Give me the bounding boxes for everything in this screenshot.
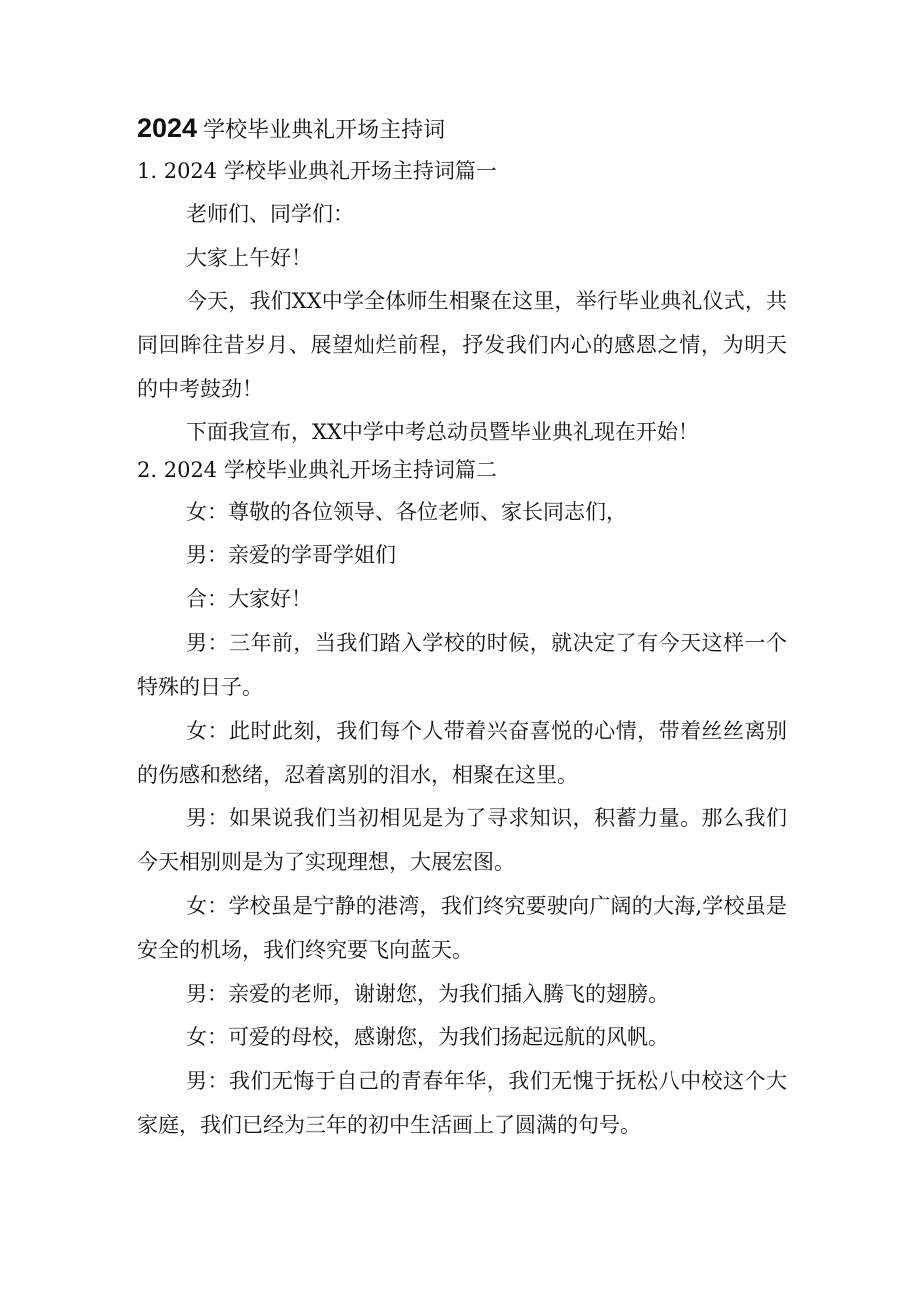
document-title (137, 108, 445, 151)
paragraph: 女：学校虽是宁静的港湾，我们终究要驶向广阔的大海,学校虽是安全的机场，我们终究要飞向蓝天。 (137, 894, 787, 962)
title-text: 学校毕业典礼开场主持词 (203, 118, 446, 143)
paragraph: 大家上午好！ (186, 246, 312, 270)
paragraph: 下面我宣布，XX中学中考总动员暨毕业典礼现在开始！ (186, 420, 699, 444)
paragraph: 女：尊敬的各位领导、各位老师、家长同志们， (186, 500, 627, 524)
paragraph: 男：亲爱的学哥学姐们 (186, 543, 396, 567)
paragraph: 老师们、同学们： (186, 202, 354, 226)
paragraph: 今天，我们XX中学全体师生相聚在这里，举行毕业典礼仪式，共同回眸往昔岁月、展望灿烂前程，抒发我们内心的感恩之情，为明天的中考鼓劲！ (137, 289, 787, 401)
title-year: 2024 (137, 113, 198, 143)
section-heading-2: 2. 2024 学校毕业典礼开场主持词篇二 (137, 458, 497, 482)
section-heading-1: 1. 2024 学校毕业典礼开场主持词篇一 (137, 159, 497, 183)
paragraph: 男：我们无悔于自己的青春年华，我们无愧于抚松八中校这个大家庭，我们已经为三年的初中生活画上了圆满的句号。 (137, 1069, 787, 1137)
paragraph: 男：如果说我们当初相见是为了寻求知识，积蓄力量。那么我们今天相别则是为了实现理想，大展宏图。 (137, 806, 787, 874)
paragraph: 女：可爱的母校，感谢您，为我们扬起远航的风帆。 (186, 1025, 669, 1049)
paragraph: 合：大家好！ (186, 587, 312, 611)
paragraph: 男：亲爱的老师，谢谢您，为我们插入腾飞的翅膀。 (186, 982, 669, 1006)
paragraph: 女：此时此刻，我们每个人带着兴奋喜悦的心情，带着丝丝离别的伤感和愁绪，忍着离别的泪水，相聚在这里。 (137, 719, 787, 787)
paragraph: 男：三年前，当我们踏入学校的时候，就决定了有今天这样一个特殊的日子。 (137, 631, 787, 699)
